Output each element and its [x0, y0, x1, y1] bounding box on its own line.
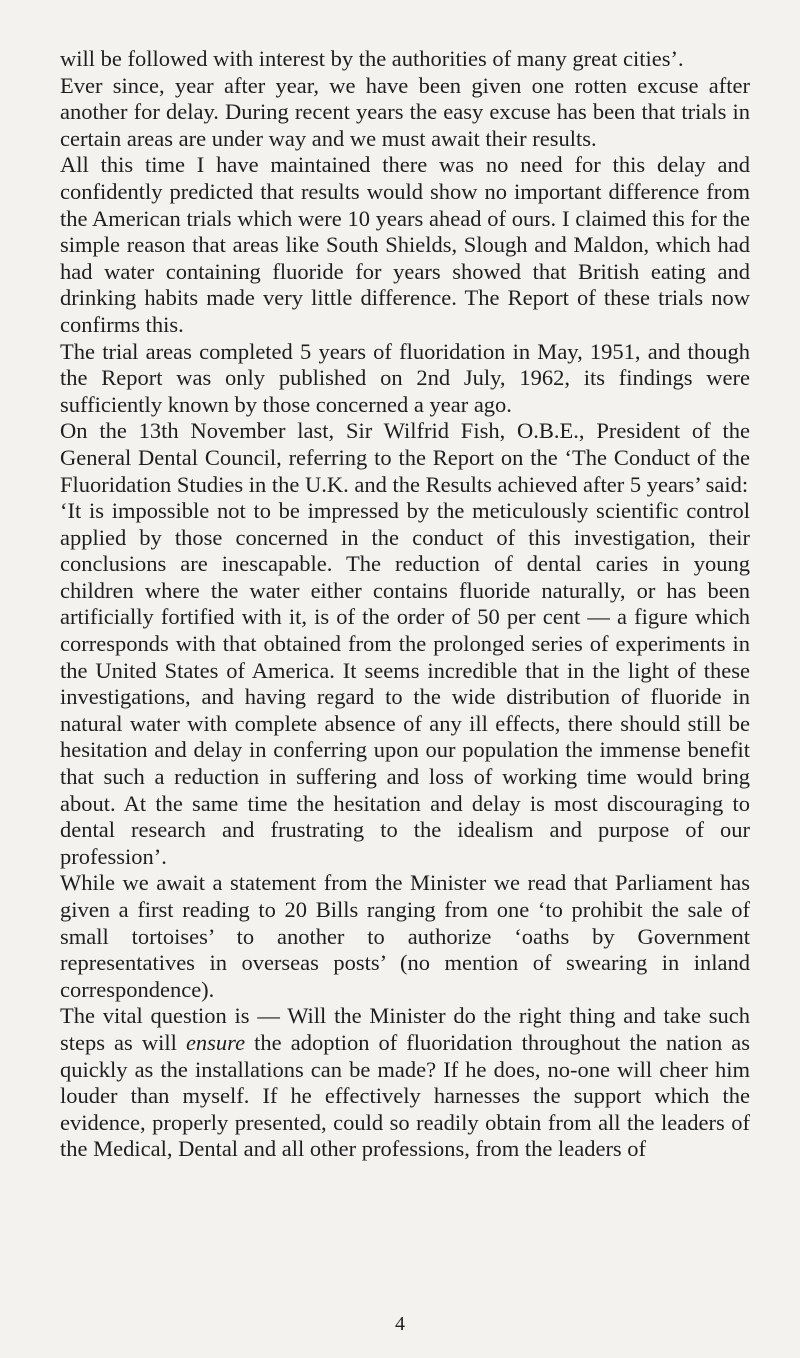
paragraph-quotation: ‘It is impossible not to be impressed by the meticulously scientific control applied by those concerned in the conduct of this investigation, their conclusions are inescapable. The reduction of dental caries in young children where the water either contains fluoride naturally, or has been artificially fortified with it, is of the order of 50 per cent — a figure which corresponds with that obtained from the prolonged series of experiments in the United States of America. It seems incredible that in the light of these investigations, and having regard to the wide distribution of fluoride in natural water with complete absence of any ill effects, there should still be hesitation and delay in conferring upon our population the immense benefit that such a reduction in suffering and loss of working time would bring about. At the same time the hesitation and delay is most discouraging to dental research and frustrating to the idealism and purpose of our profession’. — [60, 498, 750, 869]
paragraph-rotten-excuse: Ever since, year after year, we have been given one rotten excuse after another for delay. During recent years the easy excuse has been that trials in certain areas are under way and we must await their results. — [60, 72, 750, 151]
paragraph-parliament-bills: While we await a statement from the Minister we read that Parliament has given a first reading to 20 Bills ranging from one ‘to prohibit the sale of small tortoises’ to another to authorize ‘oaths by Government representatives in overseas posts’ (no mention of swearing in inland correspondence). — [60, 870, 750, 1002]
paragraph-trial-areas: The trial areas completed 5 years of fluoridation in May, 1951, and though the Report was only published on 2nd July, 1962, its findings were sufficiently known by those concerned a year ago. — [60, 338, 750, 417]
paragraph-vital-question — [60, 1003, 750, 1163]
page-number: 4 — [395, 1313, 405, 1335]
vital-question-text-before: The vital question is — Will the Minister do the right thing and take such steps as will — [60, 1003, 750, 1055]
paragraph-sir-wilfrid-fish: On the 13th November last, Sir Wilfrid Fish, O.B.E., President of the General Dental Council, referring to the Report on the ‘The Conduct of the Fluoridation Studies in the U.K. and the Results achieved after 5 years’ said: — [60, 418, 750, 497]
page-body — [60, 46, 750, 1163]
paragraph-maintained-no-need: All this time I have maintained there was no need for this delay and confidently predicted that results would show no important difference from the American trials which were 10 years ahead of ours. I claimed this for the simple reason that areas like South Shields, Slough and Maldon, which had had water containing fluoride for years showed that British eating and drinking habits made very little difference. The Report of these trials now confirms this. — [60, 152, 750, 337]
paragraph-opening-continuation: will be followed with interest by the authorities of many great cities’. — [60, 46, 684, 71]
vital-question-text-after: the adoption of fluoridation throughout the nation as quickly as the installations can be made? If he does, no-one will cheer him louder than myself. If he effectively harnesses the support which the evidence, properly presented, could so readily obtain from all the leaders of the Medical, Dental and all other professions, from the leaders of — [60, 1029, 750, 1162]
emphasis-ensure: ensure — [185, 1029, 246, 1055]
